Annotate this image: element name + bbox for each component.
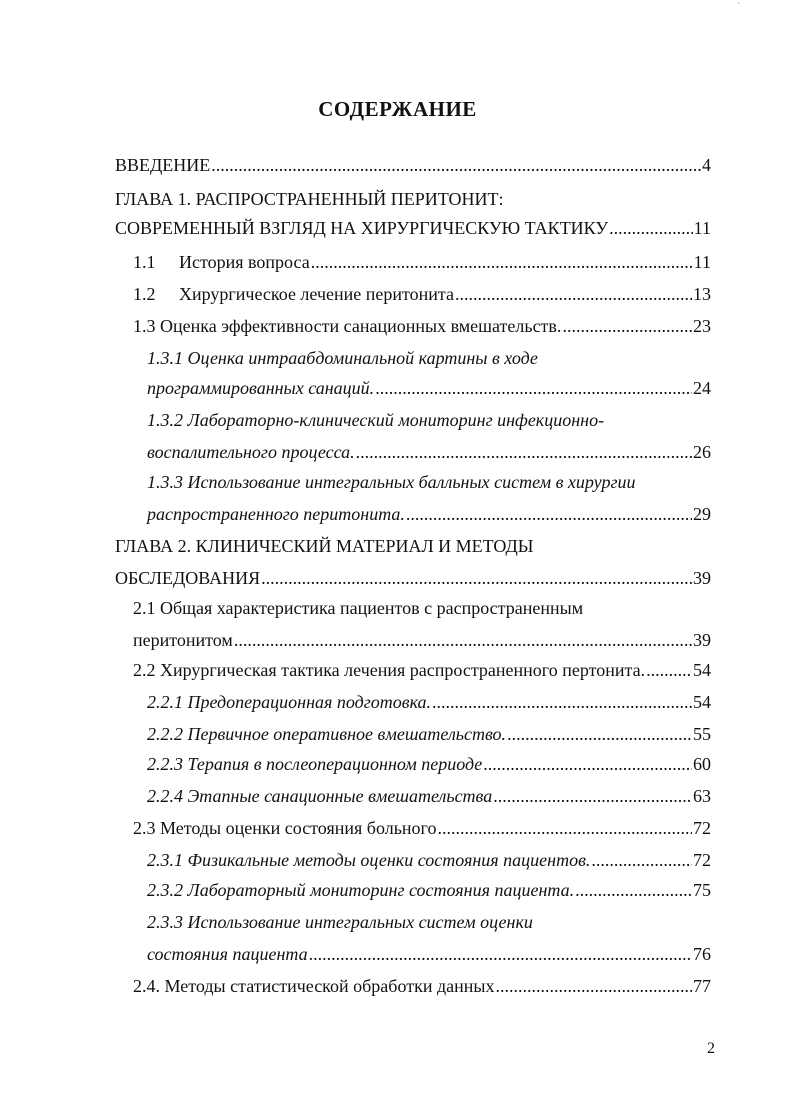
- toc-entry-page: 60: [693, 754, 711, 774]
- toc-entry-2-3-3-line-2: [147, 941, 711, 967]
- toc-leader-dots: [455, 281, 692, 307]
- toc-entry-page: 13: [693, 284, 711, 304]
- toc-entry-chapter-2-line-1: [115, 533, 534, 559]
- toc-entry-text: ВВЕДЕНИЕ: [115, 155, 211, 175]
- toc-entry-text: 2.3.3 Использование интегральных систем оценки: [147, 912, 533, 932]
- toc-entry-2-2-3: [147, 751, 711, 777]
- toc-entry-text: 2.2 Хирургическая тактика лечения распространенного пертонита.: [133, 660, 646, 680]
- toc-entry-page: 72: [693, 818, 711, 838]
- toc-leader-dots: [356, 439, 692, 465]
- toc-entry-text: распространенного перитонита.: [147, 504, 405, 524]
- toc-entry-text: 2.2.1 Предоперационная подготовка.: [147, 692, 432, 712]
- toc-entry-2-2-4: [147, 783, 711, 809]
- toc-entry-page: 75: [693, 880, 711, 900]
- toc-entry-chapter-2-line-2: [115, 565, 711, 591]
- toc-leader-dots: [261, 565, 692, 591]
- toc-entry-chapter-1-line-2: [115, 215, 711, 241]
- toc-entry-2-2: [133, 657, 711, 683]
- toc-entry-2-2-2: [147, 721, 711, 747]
- toc-entry-introduction: [115, 152, 711, 178]
- toc-leader-dots: [406, 501, 692, 527]
- toc-entry-page: 39: [693, 630, 711, 650]
- toc-entry-1-1: [133, 249, 711, 275]
- toc-leader-dots: [211, 152, 701, 178]
- toc-entry-text: 1.3.1 Оценка интраабдоминальной картины в ходе: [147, 348, 538, 368]
- toc-entry-page: 24: [693, 378, 711, 398]
- toc-entry-1-3-1-line-1: [147, 345, 538, 371]
- toc-entry-page: 29: [693, 504, 711, 524]
- toc-entry-1-3-2-line-2: [147, 439, 711, 465]
- toc-entry-text: 2.2.4 Этапные санационные вмешательства: [147, 786, 493, 806]
- toc-entry-text: 1.3.3 Использование интегральных балльных систем в хирургии: [147, 472, 636, 492]
- toc-leader-dots: [575, 877, 692, 903]
- toc-leader-dots: [609, 215, 693, 241]
- toc-entry-1-3-3-line-2: [147, 501, 711, 527]
- corner-mark: `: [737, 2, 741, 13]
- toc-entry-page: 55: [693, 724, 711, 744]
- toc-leader-dots: [507, 721, 692, 747]
- toc-entry-text: 2.3.1 Физикальные методы оценки состояния пациентов.: [147, 850, 591, 870]
- toc-entry-text: программированных санаций.: [147, 378, 375, 398]
- toc-entry-page: 23: [693, 316, 711, 336]
- toc-entry-page: 72: [693, 850, 711, 870]
- toc-leader-dots: [562, 313, 692, 339]
- toc-entry-1-3: [133, 313, 711, 339]
- toc-entry-page: 11: [693, 252, 711, 272]
- toc-entry-text: 2.3.2 Лабораторный мониторинг состояния пациента.: [147, 880, 575, 900]
- toc-entry-2-2-1: [147, 689, 711, 715]
- toc-entry-text: 2.1 Общая характеристика пациентов с распространенным: [133, 598, 584, 618]
- toc-entry-text: 2.4. Методы статистической обработки данных: [133, 976, 495, 996]
- toc-leader-dots: [646, 657, 692, 683]
- toc-entry-2-3: [133, 815, 711, 841]
- toc-entry-2-1-line-2: [133, 627, 711, 653]
- toc-leader-dots: [311, 249, 693, 275]
- toc-entry-page: 54: [693, 660, 711, 680]
- toc-entry-number: 1.2: [133, 284, 156, 304]
- toc-entry-page: 63: [693, 786, 711, 806]
- toc-entry-text: 2.3 Методы оценки состояния больного: [133, 818, 437, 838]
- toc-entry-text: состояния пациента: [147, 944, 308, 964]
- toc-entry-1-3-3-line-1: [147, 469, 635, 495]
- toc-entry-2-1-line-1: [133, 595, 583, 621]
- toc-leader-dots: [432, 689, 692, 715]
- toc-entry-1-3-1-line-2: [147, 375, 711, 401]
- toc-entry-chapter-1-line-1: [115, 186, 504, 212]
- toc-entry-page: 26: [693, 442, 711, 462]
- toc-entry-1-3-2-line-1: [147, 407, 604, 433]
- toc-entry-text: 2.2.3 Терапия в послеоперационном периоде: [147, 754, 483, 774]
- toc-entry-1-2: [133, 281, 711, 307]
- toc-entry-page: 77: [693, 976, 711, 996]
- toc-entry-text: СОВРЕМЕННЫЙ ВЗГЛЯД НА ХИРУРГИЧЕСКУЮ ТАКТИКУ: [115, 218, 609, 238]
- toc-entry-number: 1.1: [133, 252, 156, 272]
- toc-entry-text: 1.3 Оценка эффективности санационных вмешательств.: [133, 316, 562, 336]
- toc-entry-text: История вопроса: [179, 252, 310, 272]
- toc-entry-text: 2.2.2 Первичное оперативное вмешательство.: [147, 724, 507, 744]
- toc-leader-dots: [437, 815, 692, 841]
- toc-entry-2-3-1: [147, 847, 711, 873]
- toc-entry-page: 54: [693, 692, 711, 712]
- toc-entry-text: ОБСЛЕДОВАНИЯ: [115, 568, 261, 588]
- toc-entry-page: 39: [693, 568, 711, 588]
- page-title: СОДЕРЖАНИЕ: [318, 97, 477, 121]
- toc-entry-2-3-2: [147, 877, 711, 903]
- toc-leader-dots: [495, 973, 692, 999]
- toc-leader-dots: [591, 847, 692, 873]
- toc-entry-text: 1.3.2 Лабораторно-клинический мониторинг инфекционно-: [147, 410, 605, 430]
- toc-entry-text: Хирургическое лечение перитонита: [179, 284, 454, 304]
- toc-leader-dots: [493, 783, 692, 809]
- toc-entry-text: перитонитом: [133, 630, 233, 650]
- toc-entry-page: 11: [693, 218, 711, 238]
- toc-entry-page: 4: [702, 155, 711, 175]
- toc-entry-2-4: [133, 973, 711, 999]
- page-number: 2: [707, 1040, 715, 1057]
- toc-leader-dots: [375, 375, 692, 401]
- toc-entry-text: воспалительного процесса.: [147, 442, 355, 462]
- toc-leader-dots: [309, 941, 692, 967]
- toc-entry-text: ГЛАВА 1. РАСПРОСТРАНЕННЫЙ ПЕРИТОНИТ:: [115, 189, 504, 209]
- toc-leader-dots: [234, 627, 692, 653]
- toc-entry-text: ГЛАВА 2. КЛИНИЧЕСКИЙ МАТЕРИАЛ И МЕТОДЫ: [115, 536, 534, 556]
- toc-entry-page: 76: [693, 944, 711, 964]
- toc-entry-2-3-3-line-1: [147, 909, 533, 935]
- toc-leader-dots: [483, 751, 692, 777]
